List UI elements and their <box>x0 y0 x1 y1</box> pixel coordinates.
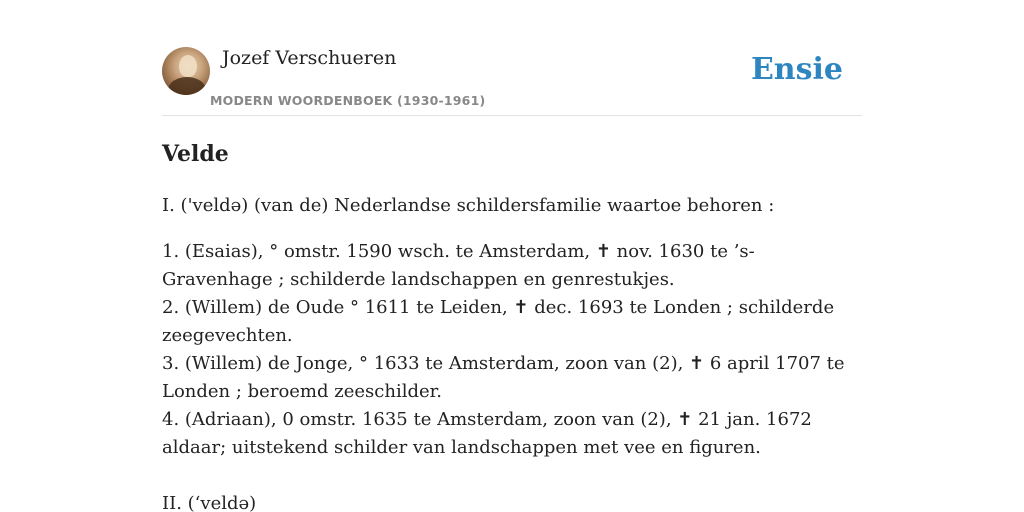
entry-2: 2. (Willem) de Oude ° 1611 te Leiden, ✝ dec. 1693 te Londen ; schilderde zeegevechten. <box>162 297 835 346</box>
avatar-face <box>179 55 197 77</box>
article-intro: I. ('veldə) (van de) Nederlandse schildersfamilie waartoe behoren : <box>162 195 775 216</box>
source-label[interactable]: MODERN WOORDENBOEK (1930-1961) <box>210 93 486 108</box>
header <box>162 46 862 116</box>
ensie-logo[interactable]: Ensie <box>750 52 843 87</box>
entry-list <box>162 238 862 462</box>
header-divider <box>162 115 862 116</box>
author-name[interactable]: Jozef Verschueren <box>222 47 397 69</box>
article-title: Velde <box>162 141 229 167</box>
entry-4: 4. (Adriaan), 0 omstr. 1635 te Amsterdam, zoon van (2), ✝ 21 jan. 1672 aldaar; uitstekend schilder van landschappen met vee en figuren. <box>162 409 812 458</box>
avatar-body <box>168 77 206 95</box>
article-content <box>162 140 862 512</box>
author-avatar[interactable] <box>162 47 210 95</box>
entry-3: 3. (Willem) de Jonge, ° 1633 te Amsterdam, zoon van (2), ✝ 6 april 1707 te Londen ; beroemd zeeschilder. <box>162 353 845 402</box>
entry-1: 1. (Esaias), ° omstr. 1590 wsch. te Amsterdam, ✝ nov. 1630 te ’s-Gravenhage ; schilderde landschappen en genrestukjes. <box>162 241 755 290</box>
second-heading: II. (‘veldə) <box>162 493 257 512</box>
